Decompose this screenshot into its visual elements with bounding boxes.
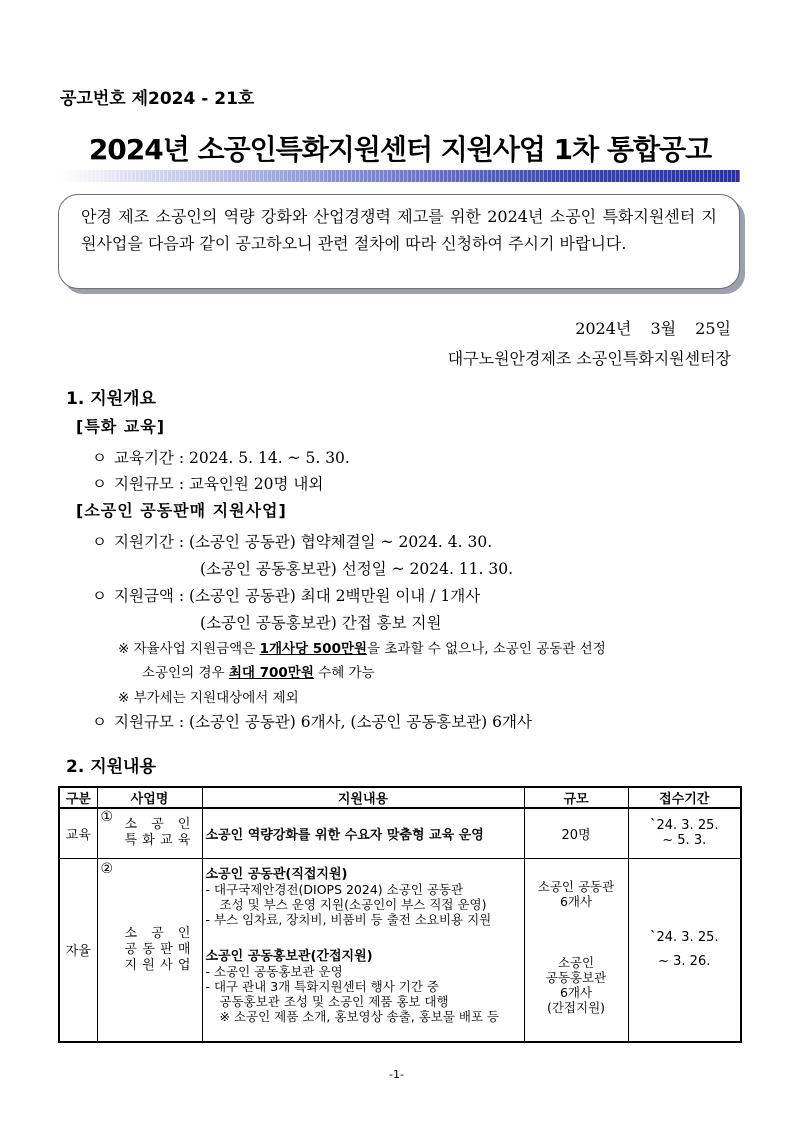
number-two-icon: ② [100, 860, 114, 877]
row1-scale: 20명 [524, 808, 628, 858]
issuer-name: 대구노원안경제조 소공인특화지원센터장 [447, 349, 731, 368]
header-program-name: 사업명 [97, 787, 202, 808]
row2-scale: 소공인 공동관 6개사 소공인 공동홍보관 6개사 (간접지원) [524, 858, 628, 1042]
note-vat-excluded: ※ 부가세는 지원대상에서 제외 [118, 690, 299, 706]
bullet-icon: ㅇ [92, 587, 107, 605]
header-category: 구분 [59, 787, 97, 808]
notice-number: 공고번호 제2024 - 21호 [60, 89, 255, 109]
bullet-icon: ㅇ [92, 533, 107, 551]
row2-category: 자율 [59, 858, 97, 1042]
education-period: ㅇ 교육기간 : 2024. 5. 14. ~ 5. 30. [92, 446, 350, 468]
joint-sales-amount: ㅇ 지원금액 : (소공인 공동관) 최대 2백만원 이내 / 1개사 [92, 584, 480, 606]
bullet-icon: ㅇ [92, 475, 107, 493]
row1-program-name: ① 소 공 인 특 화 교 육 [97, 808, 202, 858]
education-subheading: [특화 교육] [76, 417, 166, 436]
header-content: 지원내용 [202, 787, 524, 808]
row1-content: 소공인 역량강화를 위한 수요자 맞춤형 교육 운영 [202, 808, 524, 858]
education-scale: ㅇ 지원규모 : 교육인원 20명 내외 [92, 472, 323, 494]
support-content-table [58, 786, 742, 1043]
section2-heading: 2. 지원내용 [66, 757, 156, 777]
intro-text: 안경 제조 소공인의 역량 강화와 산업경쟁력 제고를 위한 2024년 소공인 특화지원센터 지원사업을 다음과 같이 공고하오니 관련 절차에 따라 신청하여 주시기 바랍니다. [81, 207, 717, 253]
table-header-row [59, 787, 741, 808]
joint-sales-amount-2: (소공인 공동홍보관) 간접 홍보 지원 [200, 614, 442, 632]
table-row [59, 858, 741, 1042]
row1-period: `24. 3. 25. ~ 5. 3. [628, 808, 741, 858]
bullet-icon: ㅇ [92, 449, 107, 467]
page-number: -1- [389, 1068, 404, 1081]
row1-category: 교육 [59, 808, 97, 858]
header-scale: 규모 [524, 787, 628, 808]
announcement-date: 2024년 3월 25일 [575, 319, 731, 338]
header-application-period: 접수기간 [628, 787, 741, 808]
joint-sales-period-2: (소공인 공동홍보관) 선정일 ~ 2024. 11. 30. [200, 560, 514, 578]
joint-sales-period: ㅇ 지원기간 : (소공인 공동관) 협약체결일 ~ 2024. 4. 30. [92, 530, 492, 552]
row2-program-name: ② 소 공 인 공 동 판 매 지 원 사 업 [97, 858, 202, 1042]
intro-box [58, 194, 740, 289]
section1-heading: 1. 지원개요 [66, 389, 156, 409]
number-one-icon: ① [100, 809, 114, 825]
row2-period: `24. 3. 25. ~ 3. 26. [628, 858, 741, 1042]
joint-sales-scale: ㅇ 지원규모 : (소공인 공동관) 6개사, (소공인 공동홍보관) 6개사 [92, 710, 532, 732]
row2-content: 소공인 공동관(직접지원) - 대구국제안경전(DIOPS 2024) 소공인 공동관 조성 및 부스 운영 지원(소공인이 부스 직접 운영) - 부스 임차료, 장치비, 비품비 등 출전 소요비용 지원 소공인 공동홍보관(간접지원) - 소공인 공동홍보관 운영 - 대구 관내 3개 특화지원센터 행사 기간 중 공동홍보관 조성 및 소공인 제품 홍보 대행 ※ 소공인 제품 소개, 홍보영상 송출, 홍보물 배포 등 [202, 858, 524, 1042]
title-underline-bar [60, 170, 740, 182]
note-support-limit-line2: 소공인의 경우 최대 700만원 수혜 가능 [142, 665, 375, 681]
joint-sales-subheading: [소공인 공동판매 지원사업] [76, 501, 287, 520]
document-title: 2024년 소공인특화지원센터 지원사업 1차 통합공고 [88, 133, 712, 166]
bullet-icon: ㅇ [92, 713, 107, 731]
table-row [59, 808, 741, 858]
note-support-limit: ※ 자율사업 지원금액은 1개사당 500만원을 초과할 수 없으나, 소공인 공동관 선정 [118, 641, 606, 657]
